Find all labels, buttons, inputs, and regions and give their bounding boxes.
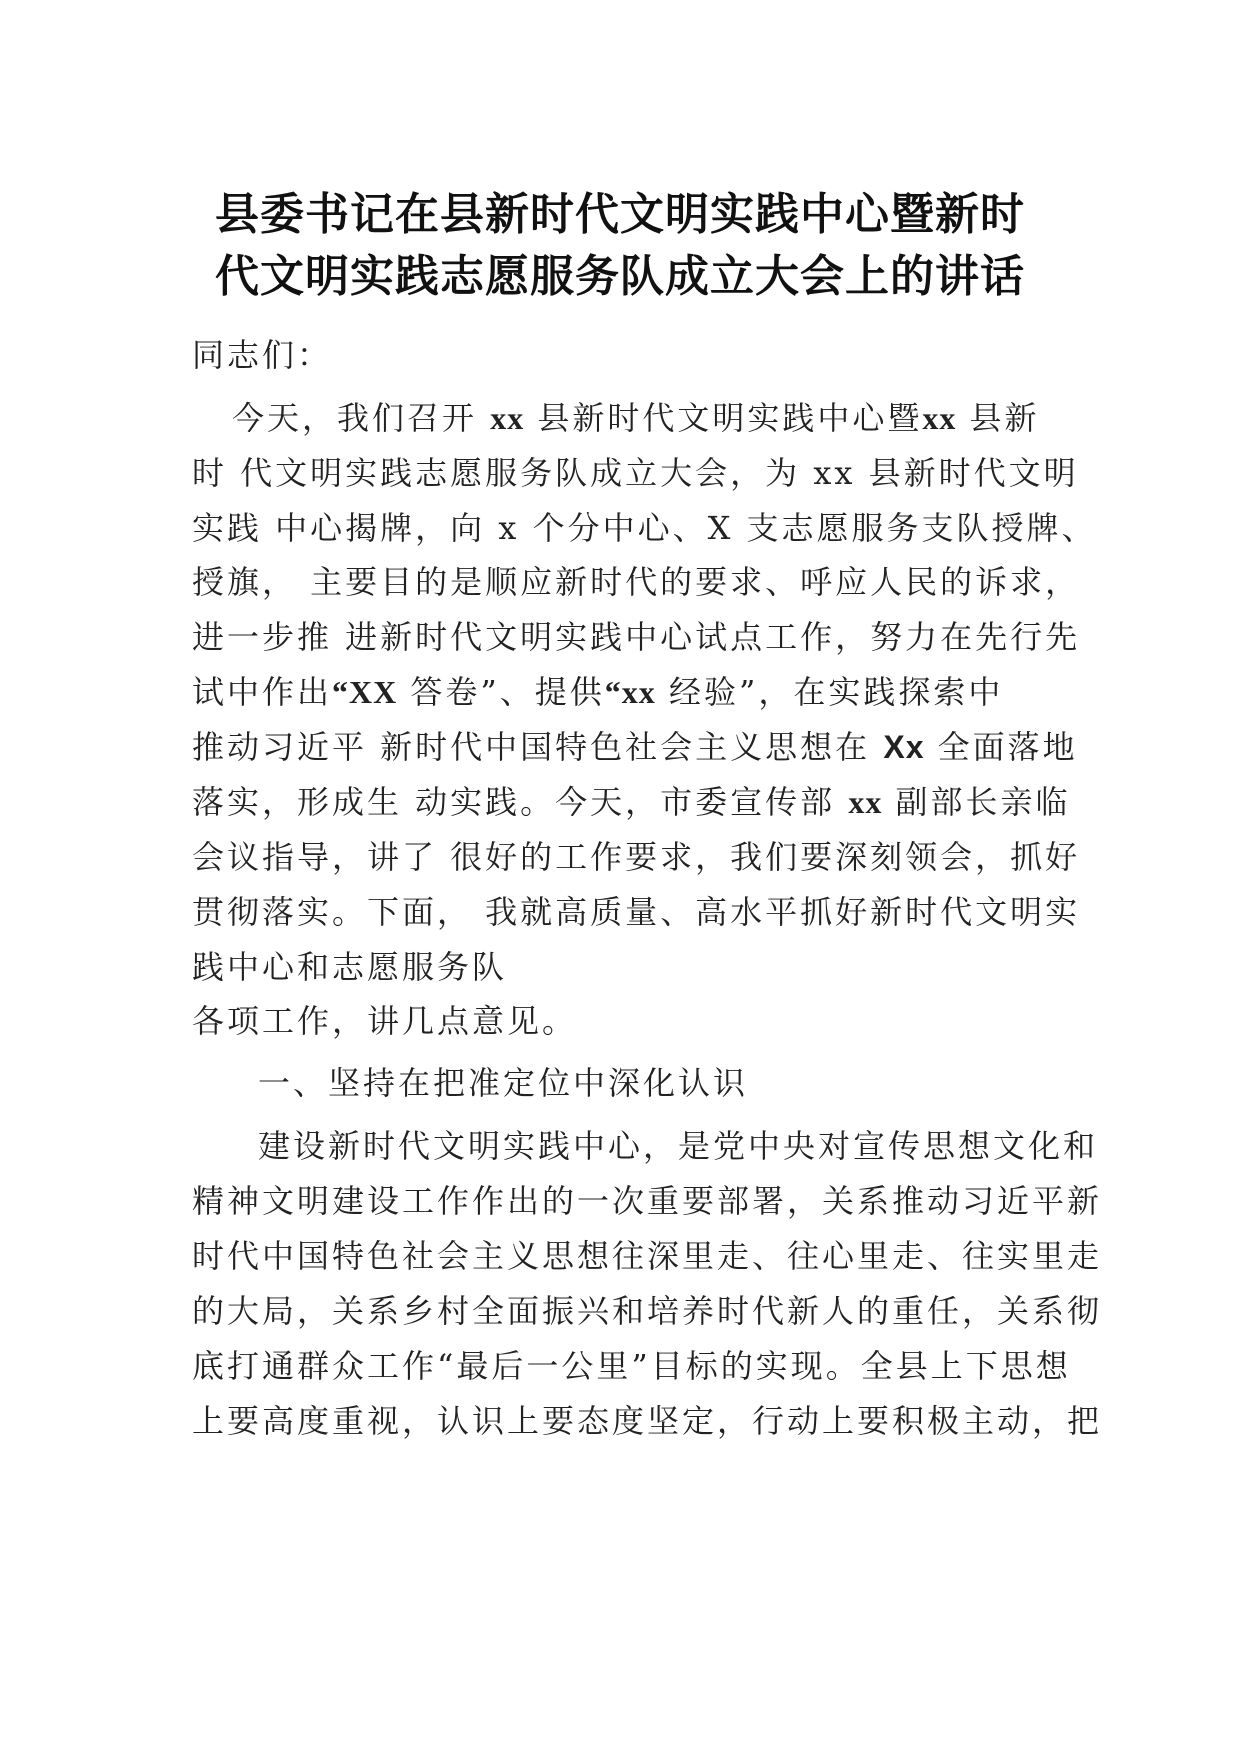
paragraph-2-line-3: 时代中国特色社会主义思想往深里走、往心里走、往实里走 — [192, 1237, 1103, 1275]
document-title-line-2: 代文明实践志愿服务队成立大会上的讲话 — [215, 251, 1025, 302]
section-heading-1: 一、坚持在把准定位中深化认识 — [258, 1064, 749, 1102]
paragraph-2-line-2: 精神文明建设工作作出的一次重要部署，关系推动习近平新 — [192, 1182, 1103, 1220]
paragraph-2-line-6: 上要高度重视，认识上要态度坚定，行动上要积极主动，把 — [192, 1402, 1103, 1440]
paragraph-1-line-9: 会议指导，讲了 很好的工作要求，我们要深刻领会，抓好 — [192, 838, 1081, 876]
paragraph-2-line-5: 底打通群众工作“最后一公里”目标的实现。全县上下思想 — [192, 1347, 1071, 1385]
paragraph-1-line-1: 今天，我们召开 xx 县新时代文明实践中心暨xx 县新 — [232, 399, 1040, 437]
salutation: 同志们： — [192, 336, 333, 374]
paragraph-1-line-2: 时 代文明实践志愿服务队成立大会，为 xx 县新时代文明 — [192, 454, 1079, 492]
paragraph-2-line-4: 的大局，关系乡村全面振兴和培养时代新人的重任，关系彻 — [192, 1292, 1103, 1330]
paragraph-1-line-6: 试中作出“XX 答卷”、提供“xx 经验”，在实践探索中 — [192, 673, 1004, 711]
paragraph-1-line-7: 推动习近平 新时代中国特色社会主义思想在 Xx 全面落地 — [192, 728, 1078, 766]
paragraph-1-line-12: 各项工作，讲几点意见。 — [192, 1002, 578, 1040]
paragraph-1-line-11: 践中心和志愿服务队 — [192, 948, 508, 986]
paragraph-1-line-8: 落实，形成生 动实践。今天，市委宣传部 xx 副部长亲临 — [192, 783, 1071, 821]
paragraph-2-line-1: 建设新时代文明实践中心，是党中央对宣传思想文化和 — [258, 1127, 1099, 1165]
paragraph-1-line-5: 进一步推 进新时代文明实践中心试点工作，努力在先行先 — [192, 618, 1081, 656]
paragraph-1-line-4: 授旗， 主要目的是顺应新时代的要求、呼应人民的诉求， — [192, 563, 1081, 601]
paragraph-1-line-3: 实践 中心揭牌，向 x 个分中心、X 支志愿服务支队授牌、 — [192, 509, 1097, 547]
paragraph-1-line-10: 贯彻落实。下面， 我就高质量、高水平抓好新时代文明实 — [192, 893, 1081, 931]
document-title-line-1: 县委书记在县新时代文明实践中心暨新时 — [215, 189, 1025, 240]
